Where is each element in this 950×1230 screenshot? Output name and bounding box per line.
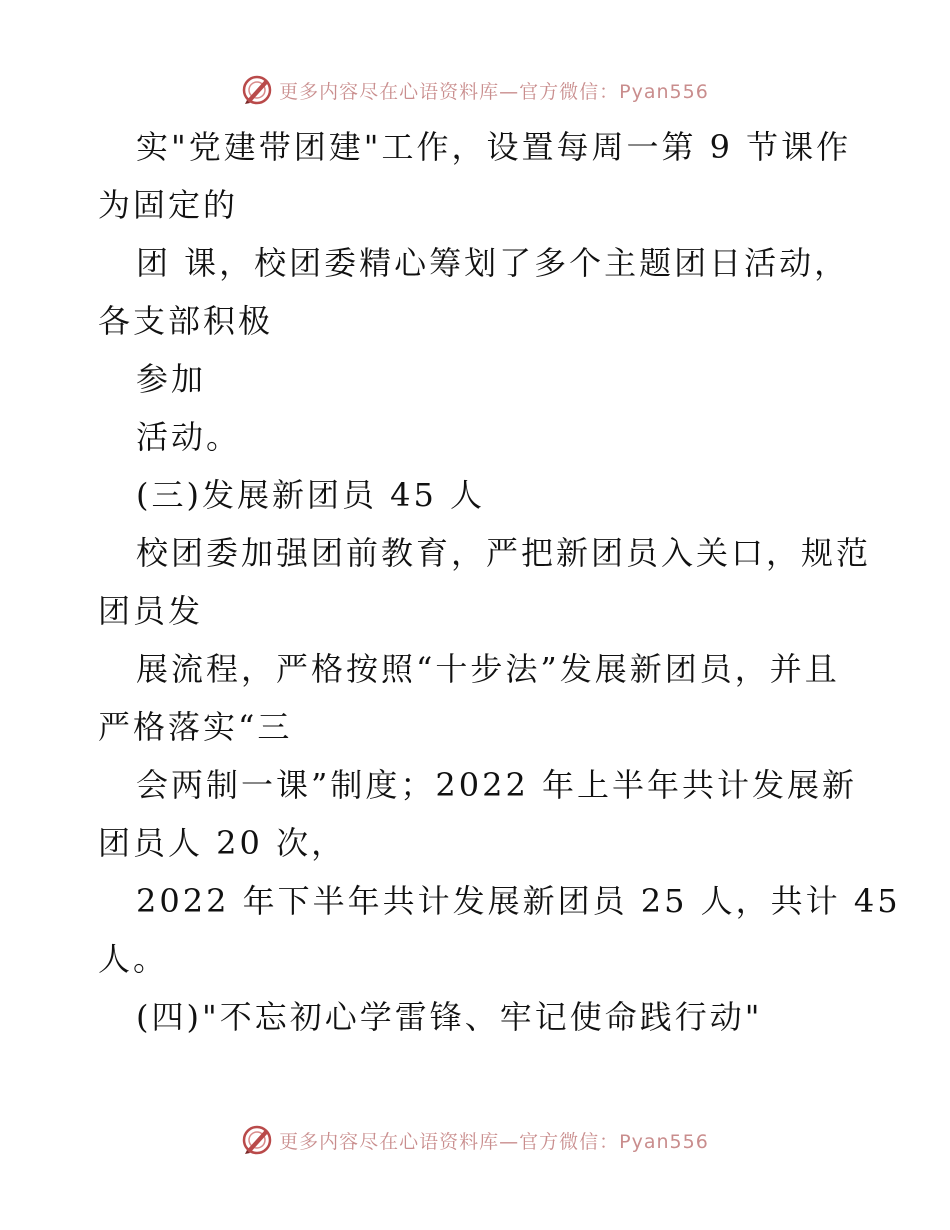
footer-watermark-banner xyxy=(0,1120,950,1160)
text-line: 为固定的 xyxy=(98,186,239,224)
text-line: 人。 xyxy=(98,940,169,978)
text-line: 团员发 xyxy=(98,592,204,630)
pen-logo-icon xyxy=(241,1124,273,1156)
document-body xyxy=(98,118,901,1046)
watermark-text: 更多内容尽在心语资料库—官方微信：Pyan556 xyxy=(279,1130,709,1153)
text-line: 实"党建带团建"工作，设置每周一第 9 节课作 xyxy=(136,128,852,166)
text-line: 团 课，校团委精心筹划了多个主题团日活动， xyxy=(136,244,850,282)
pen-logo-icon xyxy=(241,74,273,106)
watermark-text: 更多内容尽在心语资料库—官方微信：Pyan556 xyxy=(279,80,709,103)
header-watermark-banner xyxy=(0,70,950,110)
text-line: (三)发展新团员 45 人 xyxy=(136,476,486,514)
text-line: 校团委加强团前教育，严把新团员入关口，规范 xyxy=(136,534,872,572)
text-line: 参加 xyxy=(136,360,207,398)
text-line: 团员人 20 次， xyxy=(98,824,347,862)
text-line: 2022 年下半年共计发展新团员 25 人，共计 45 xyxy=(136,882,901,920)
text-line: (四)"不忘初心学雷锋、牢记使命践行动" xyxy=(136,998,763,1036)
text-line: 会两制一课”制度；2022 年上半年共计发展新 xyxy=(136,766,857,804)
text-line: 活动。 xyxy=(136,418,242,456)
text-line: 展流程，严格按照“十步法”发展新团员，并且 xyxy=(136,650,840,688)
text-line: 各支部积极 xyxy=(98,302,274,340)
text-line: 严格落实“三 xyxy=(98,708,293,746)
